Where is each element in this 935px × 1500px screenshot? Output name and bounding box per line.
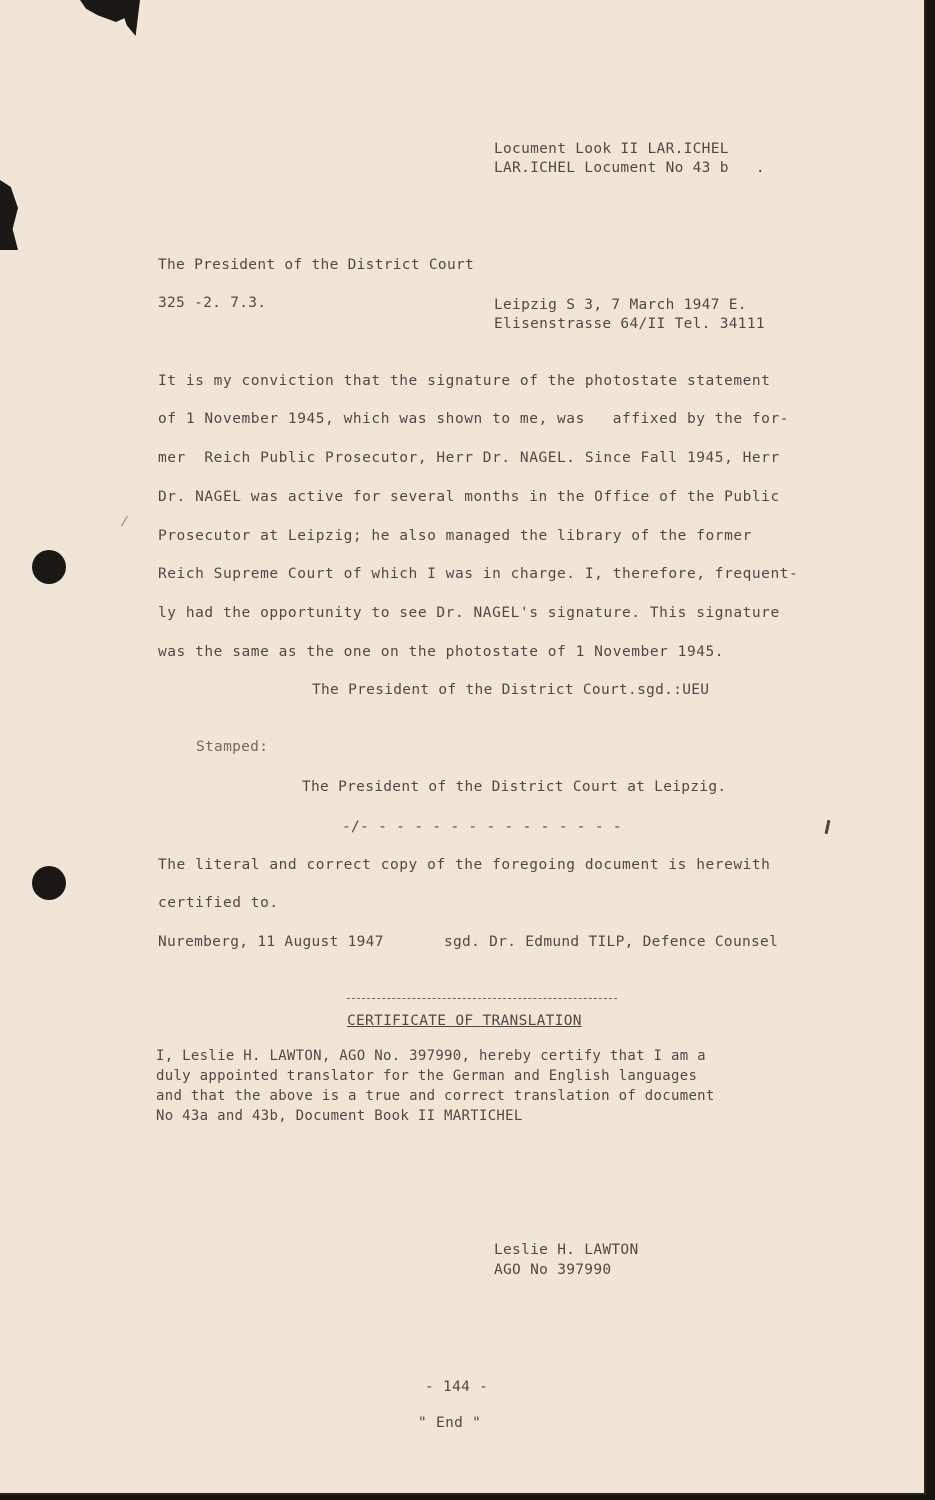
statement-line: Prosecutor at Leipzig; he also managed the library of the former (158, 528, 752, 544)
sender-address: Elisenstrasse 64/II Tel. 34111 (494, 316, 765, 332)
statement-line: was the same as the one on the photostate of 1 November 1945. (158, 644, 725, 660)
torn-left-edge (0, 180, 18, 250)
statement-line: Reich Supreme Court of which I was in charge. I, therefore, frequent- (158, 566, 799, 582)
statement-line: mer Reich Public Prosecutor, Herr Dr. NAGEL. Since Fall 1945, Herr (158, 450, 780, 466)
end-marker: " End " (418, 1415, 482, 1431)
certification-line: certified to. (158, 895, 279, 911)
translation-heading: CERTIFICATE OF TRANSLATION (347, 1013, 582, 1029)
place-and-date: Leipzig S 3, 7 March 1947 E. (494, 297, 747, 313)
binder-hole-lower (32, 866, 66, 900)
page-number: - 144 - (425, 1379, 489, 1395)
translation-line: No 43a and 43b, Document Book II MARTICHEL (156, 1108, 523, 1124)
translator-ago-number: AGO No 397990 (494, 1262, 612, 1278)
statement-line: ly had the opportunity to see Dr. NAGEL's signature. This signature (158, 605, 780, 621)
translation-divider (347, 998, 617, 999)
defence-counsel-signature: sgd. Dr. Edmund TILP, Defence Counsel (444, 934, 779, 950)
translation-line: I, Leslie H. LAWTON, AGO No. 397990, hereby certify that I am a (156, 1048, 706, 1064)
statement-line: Dr. NAGEL was active for several months in the Office of the Public (158, 489, 780, 505)
stamp-label: Stamped: (196, 739, 269, 755)
statement-line: It is my conviction that the signature of the photostate statement (158, 373, 771, 389)
file-reference: 325 -2. 7.3. (158, 295, 267, 311)
statement-line: of 1 November 1945, which was shown to me, was affixed by the for- (158, 411, 790, 427)
document-number-reference: LAR.ICHEL Locument No 43 b . (494, 160, 765, 176)
statement-signature: The President of the District Court.sgd.:UEU (312, 682, 710, 698)
sender-title: The President of the District Court (158, 257, 475, 273)
translator-name: Leslie H. LAWTON (494, 1242, 639, 1258)
stray-pencil-mark (825, 820, 831, 834)
stamp-text: The President of the District Court at Leipzig. (302, 779, 727, 795)
certification-line: The literal and correct copy of the foregoing document is herewith (158, 857, 771, 873)
stray-pencil-mark (121, 516, 128, 527)
document-book-reference: Locument Look II LAR.ICHEL (494, 141, 729, 157)
certification-place-date: Nuremberg, 11 August 1947 (158, 934, 384, 950)
translation-line: and that the above is a true and correct translation of document (156, 1088, 715, 1104)
stamp-divider: -/- - - - - - - - - - - - - - - (342, 819, 622, 835)
translation-line: duly appointed translator for the German and English languages (156, 1068, 698, 1084)
binder-hole-upper (32, 550, 66, 584)
